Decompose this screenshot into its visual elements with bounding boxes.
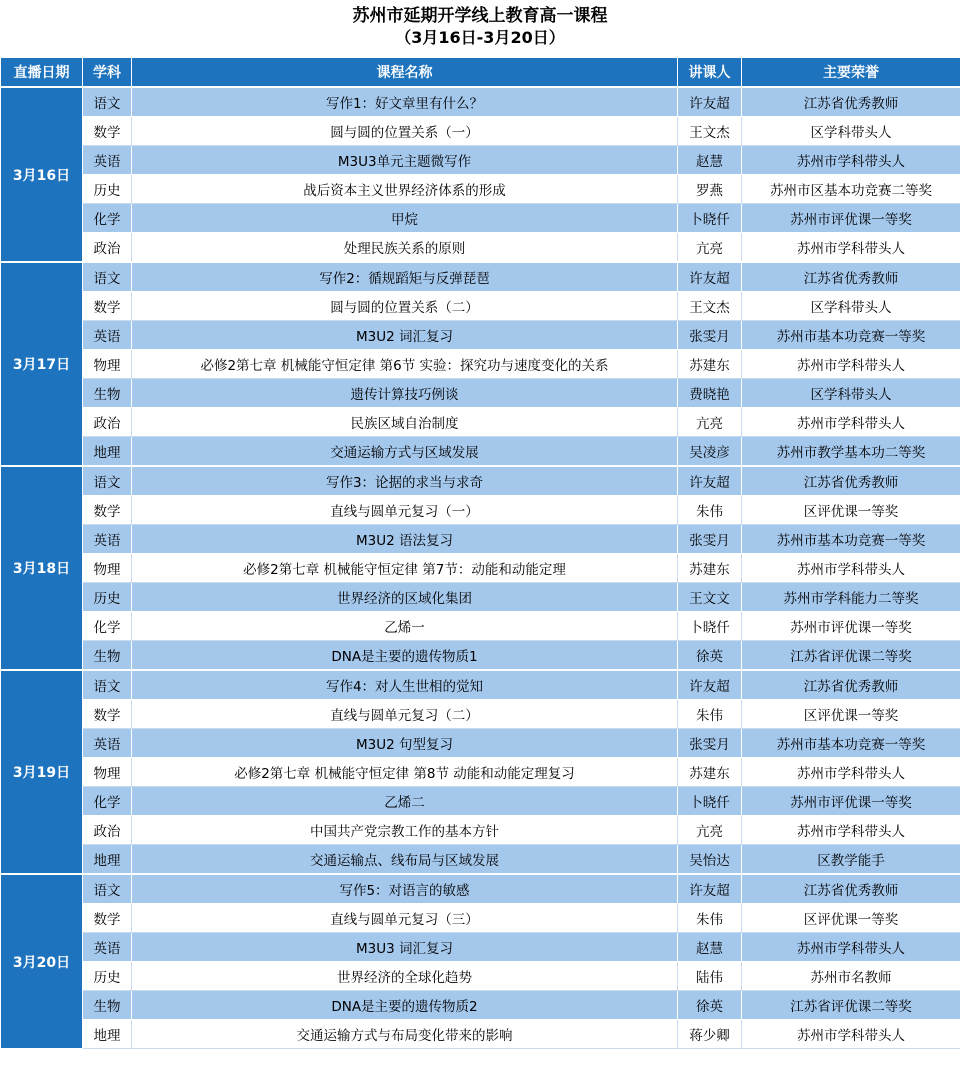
honor-cell: 苏州市学科带头人: [742, 233, 960, 263]
subject-cell: 语文: [83, 262, 132, 292]
honor-cell: 苏州市学科带头人: [742, 146, 960, 175]
course-cell: 圆与圆的位置关系（二）: [132, 292, 678, 321]
subject-cell: 政治: [83, 233, 132, 263]
header-date: 直播日期: [1, 58, 83, 88]
header-row: [1, 58, 960, 88]
teacher-cell: 卜晓仟: [678, 787, 742, 816]
teacher-cell: 赵慧: [678, 933, 742, 962]
title-block: [0, 0, 960, 57]
table-row: [1, 904, 960, 933]
subject-cell: 历史: [83, 175, 132, 204]
subject-cell: 化学: [83, 204, 132, 233]
subject-cell: 物理: [83, 554, 132, 583]
honor-cell: 江苏省优秀教师: [742, 670, 960, 700]
teacher-cell: 徐英: [678, 991, 742, 1020]
honor-cell: 苏州市基本功竞赛一等奖: [742, 321, 960, 350]
teacher-cell: 费晓艳: [678, 379, 742, 408]
teacher-cell: 陆伟: [678, 962, 742, 991]
honor-cell: 区学科带头人: [742, 292, 960, 321]
subject-cell: 物理: [83, 758, 132, 787]
teacher-cell: 吴凌彦: [678, 437, 742, 467]
honor-cell: 区评优课一等奖: [742, 496, 960, 525]
honor-cell: 苏州市评优课一等奖: [742, 612, 960, 641]
subject-cell: 英语: [83, 729, 132, 758]
honor-cell: 苏州市教学基本功二等奖: [742, 437, 960, 467]
table-row: [1, 408, 960, 437]
teacher-cell: 许友超: [678, 874, 742, 904]
header-subject: 学科: [83, 58, 132, 88]
subject-cell: 英语: [83, 525, 132, 554]
table-row: [1, 87, 960, 117]
course-cell: 乙烯一: [132, 612, 678, 641]
honor-cell: 苏州市学科带头人: [742, 408, 960, 437]
subject-cell: 化学: [83, 787, 132, 816]
subject-cell: 数学: [83, 700, 132, 729]
course-cell: 甲烷: [132, 204, 678, 233]
course-cell: 圆与圆的位置关系（一）: [132, 117, 678, 146]
teacher-cell: 王文杰: [678, 292, 742, 321]
honor-cell: 苏州市学科带头人: [742, 933, 960, 962]
subject-cell: 生物: [83, 641, 132, 671]
honor-cell: 区教学能手: [742, 845, 960, 875]
table-row: [1, 379, 960, 408]
honor-cell: 苏州市学科带头人: [742, 350, 960, 379]
teacher-cell: 王文杰: [678, 117, 742, 146]
course-cell: 交通运输方式与布局变化带来的影响: [132, 1020, 678, 1049]
honor-cell: 江苏省优秀教师: [742, 262, 960, 292]
subject-cell: 政治: [83, 408, 132, 437]
teacher-cell: 许友超: [678, 670, 742, 700]
page-title: 苏州市延期开学线上教育高一课程: [352, 6, 608, 26]
table-row: [1, 933, 960, 962]
course-cell: 写作1：好文章里有什么？: [132, 87, 678, 117]
table-row: [1, 962, 960, 991]
header-teacher: 讲课人: [678, 58, 742, 88]
subject-cell: 历史: [83, 583, 132, 612]
teacher-cell: 徐英: [678, 641, 742, 671]
table-row: [1, 700, 960, 729]
honor-cell: 苏州市学科带头人: [742, 816, 960, 845]
course-cell: DNA是主要的遗传物质1: [132, 641, 678, 671]
page-subtitle: （3月16日-3月20日）: [395, 28, 565, 47]
subject-cell: 政治: [83, 816, 132, 845]
table-row: [1, 466, 960, 496]
table-row: [1, 1020, 960, 1049]
table-row: [1, 350, 960, 379]
course-cell: 乙烯二: [132, 787, 678, 816]
course-cell: 遗传计算技巧例谈: [132, 379, 678, 408]
honor-cell: 苏州市名教师: [742, 962, 960, 991]
table-row: [1, 583, 960, 612]
subject-cell: 语文: [83, 874, 132, 904]
honor-cell: 江苏省优秀教师: [742, 87, 960, 117]
course-cell: M3U3 词汇复习: [132, 933, 678, 962]
teacher-cell: 许友超: [678, 466, 742, 496]
schedule-table: [0, 57, 960, 1049]
table-row: [1, 233, 960, 263]
subject-cell: 语文: [83, 466, 132, 496]
course-cell: 必修2第七章 机械能守恒定律 第6节 实验：探究功与速度变化的关系: [132, 350, 678, 379]
schedule-body: [1, 87, 960, 1049]
date-cell: 3月16日: [1, 87, 83, 262]
teacher-cell: 罗燕: [678, 175, 742, 204]
table-row: [1, 496, 960, 525]
subject-cell: 物理: [83, 350, 132, 379]
course-cell: M3U3单元主题微写作: [132, 146, 678, 175]
course-cell: M3U2 句型复习: [132, 729, 678, 758]
teacher-cell: 亢亮: [678, 816, 742, 845]
teacher-cell: 朱伟: [678, 904, 742, 933]
honor-cell: 苏州市区基本功竞赛二等奖: [742, 175, 960, 204]
teacher-cell: 卜晓仟: [678, 204, 742, 233]
course-cell: 直线与圆单元复习（一）: [132, 496, 678, 525]
table-row: [1, 758, 960, 787]
teacher-cell: 张雯月: [678, 321, 742, 350]
course-cell: 写作4：对人生世相的觉知: [132, 670, 678, 700]
course-cell: 写作2：循规蹈矩与反弹琵琶: [132, 262, 678, 292]
course-cell: 民族区域自治制度: [132, 408, 678, 437]
table-row: [1, 262, 960, 292]
table-row: [1, 437, 960, 467]
teacher-cell: 蒋少卿: [678, 1020, 742, 1049]
header-course: 课程名称: [132, 58, 678, 88]
header-honor: 主要荣誉: [742, 58, 960, 88]
date-cell: 3月18日: [1, 466, 83, 670]
table-row: [1, 204, 960, 233]
course-cell: M3U2 语法复习: [132, 525, 678, 554]
teacher-cell: 许友超: [678, 87, 742, 117]
honor-cell: 区学科带头人: [742, 117, 960, 146]
table-row: [1, 670, 960, 700]
course-cell: DNA是主要的遗传物质2: [132, 991, 678, 1020]
subject-cell: 英语: [83, 933, 132, 962]
teacher-cell: 亢亮: [678, 233, 742, 263]
honor-cell: 苏州市学科带头人: [742, 758, 960, 787]
subject-cell: 数学: [83, 117, 132, 146]
subject-cell: 地理: [83, 1020, 132, 1049]
honor-cell: 区学科带头人: [742, 379, 960, 408]
table-row: [1, 292, 960, 321]
table-row: [1, 787, 960, 816]
subject-cell: 地理: [83, 845, 132, 875]
honor-cell: 区评优课一等奖: [742, 700, 960, 729]
course-cell: 写作3：论据的求当与求奇: [132, 466, 678, 496]
course-cell: 处理民族关系的原则: [132, 233, 678, 263]
course-cell: 交通运输点、线布局与区域发展: [132, 845, 678, 875]
honor-cell: 江苏省评优课二等奖: [742, 991, 960, 1020]
teacher-cell: 朱伟: [678, 496, 742, 525]
course-cell: 中国共产党宗教工作的基本方针: [132, 816, 678, 845]
table-row: [1, 525, 960, 554]
subject-cell: 语文: [83, 670, 132, 700]
course-cell: 交通运输方式与区域发展: [132, 437, 678, 467]
course-cell: 写作5：对语言的敏感: [132, 874, 678, 904]
teacher-cell: 张雯月: [678, 525, 742, 554]
course-cell: 直线与圆单元复习（三）: [132, 904, 678, 933]
teacher-cell: 许友超: [678, 262, 742, 292]
teacher-cell: 王文文: [678, 583, 742, 612]
date-cell: 3月17日: [1, 262, 83, 466]
course-cell: 必修2第七章 机械能守恒定律 第7节：动能和动能定理: [132, 554, 678, 583]
subject-cell: 英语: [83, 321, 132, 350]
course-cell: 世界经济的全球化趋势: [132, 962, 678, 991]
table-row: [1, 845, 960, 875]
table-row: [1, 612, 960, 641]
subject-cell: 数学: [83, 904, 132, 933]
honor-cell: 苏州市学科能力二等奖: [742, 583, 960, 612]
honor-cell: 苏州市基本功竞赛一等奖: [742, 525, 960, 554]
table-row: [1, 146, 960, 175]
teacher-cell: 苏建东: [678, 554, 742, 583]
table-row: [1, 321, 960, 350]
date-cell: 3月20日: [1, 874, 83, 1049]
table-row: [1, 991, 960, 1020]
teacher-cell: 亢亮: [678, 408, 742, 437]
table-row: [1, 554, 960, 583]
subject-cell: 数学: [83, 496, 132, 525]
honor-cell: 苏州市评优课一等奖: [742, 787, 960, 816]
teacher-cell: 苏建东: [678, 758, 742, 787]
table-row: [1, 874, 960, 904]
teacher-cell: 张雯月: [678, 729, 742, 758]
course-cell: 世界经济的区域化集团: [132, 583, 678, 612]
honor-cell: 江苏省优秀教师: [742, 874, 960, 904]
teacher-cell: 朱伟: [678, 700, 742, 729]
honor-cell: 苏州市评优课一等奖: [742, 204, 960, 233]
date-cell: 3月19日: [1, 670, 83, 874]
subject-cell: 化学: [83, 612, 132, 641]
subject-cell: 语文: [83, 87, 132, 117]
honor-cell: 苏州市学科带头人: [742, 1020, 960, 1049]
table-row: [1, 729, 960, 758]
subject-cell: 英语: [83, 146, 132, 175]
honor-cell: 江苏省优秀教师: [742, 466, 960, 496]
honor-cell: 苏州市基本功竞赛一等奖: [742, 729, 960, 758]
table-row: [1, 175, 960, 204]
table-row: [1, 117, 960, 146]
honor-cell: 苏州市学科带头人: [742, 554, 960, 583]
course-cell: 战后资本主义世界经济体系的形成: [132, 175, 678, 204]
table-row: [1, 641, 960, 671]
course-cell: 必修2第七章 机械能守恒定律 第8节 动能和动能定理复习: [132, 758, 678, 787]
teacher-cell: 吴怡达: [678, 845, 742, 875]
course-cell: 直线与圆单元复习（二）: [132, 700, 678, 729]
subject-cell: 地理: [83, 437, 132, 467]
teacher-cell: 苏建东: [678, 350, 742, 379]
table-row: [1, 816, 960, 845]
subject-cell: 历史: [83, 962, 132, 991]
subject-cell: 生物: [83, 991, 132, 1020]
subject-cell: 数学: [83, 292, 132, 321]
honor-cell: 江苏省评优课二等奖: [742, 641, 960, 671]
subject-cell: 生物: [83, 379, 132, 408]
teacher-cell: 赵慧: [678, 146, 742, 175]
course-cell: M3U2 词汇复习: [132, 321, 678, 350]
honor-cell: 区评优课一等奖: [742, 904, 960, 933]
teacher-cell: 卜晓仟: [678, 612, 742, 641]
